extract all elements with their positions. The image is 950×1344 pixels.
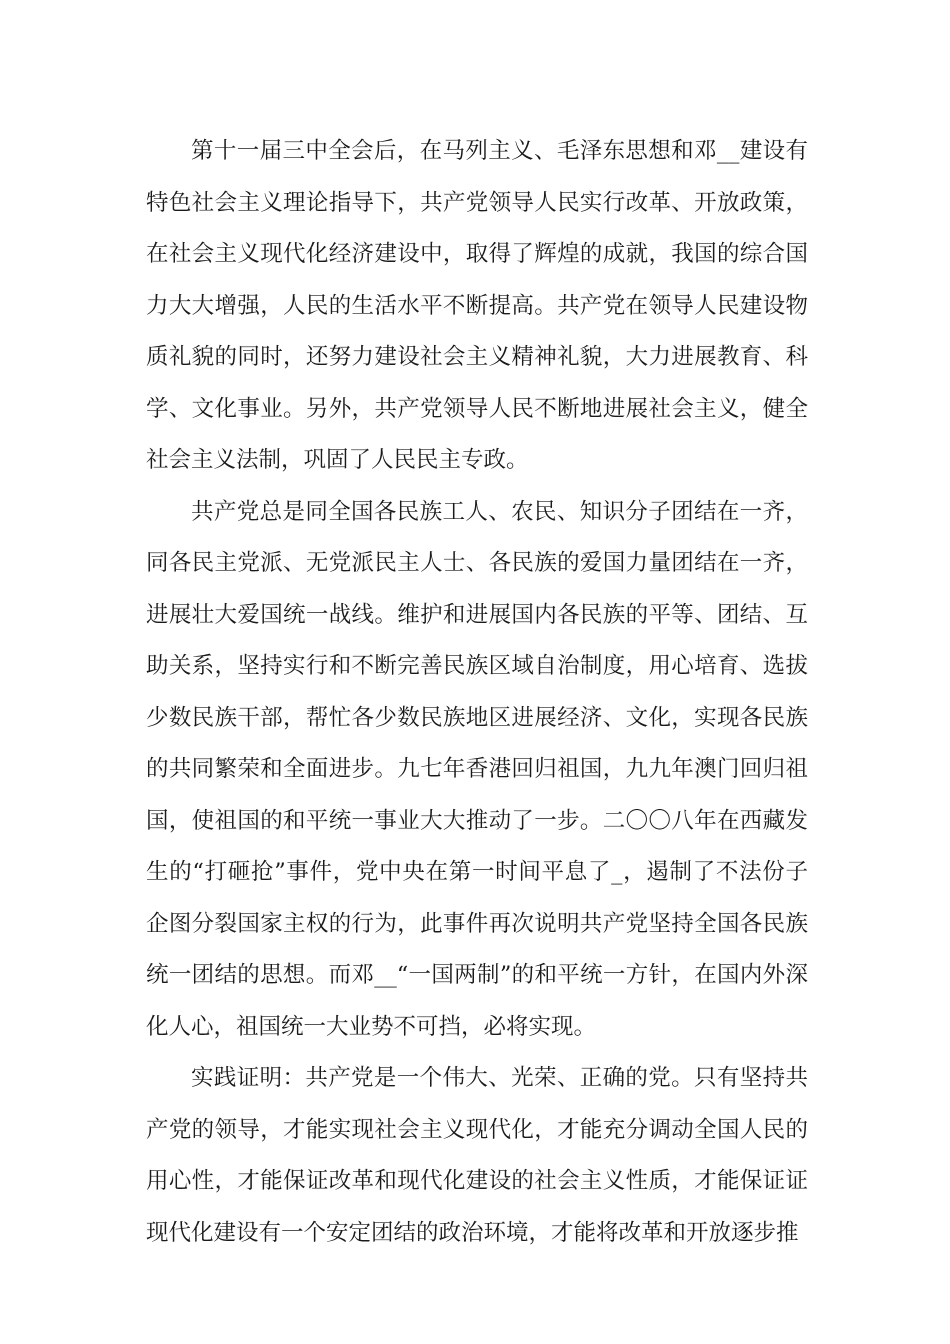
paragraph-2: 共产党总是同全国各民族工人、农民、知识分子团结在一齐，同各民主党派、无党派民主人士、各民族的爱国力量团结在一齐，进展壮大爱国统一战线。维护和进展国内各民族的平等、团结、互助关系，坚持实行和不断完善民族区域自治制度，用心培育、选拔少数民族干部，帮忙各少数民族地区进展经济、文化，实现各民族的共同繁荣和全面进步。九七年香港回归祖国，九九年澳门回归祖国，使祖国的和平统一事业大大推动了一步。二〇〇八年在西藏发生的“打砸抢”事件，党中央在第一时间平息了_，遏制了不法份子企图分裂国家主权的行为，此事件再次说明共产党坚持全国各民族统一团结的思想。而邓__“一国两制”的和平统一方针，在国内外深化人心，祖国统一大业势不可挡，必将实现。 [146, 498, 808, 1040]
document-body [146, 126, 808, 1259]
paragraph-1: 第十一届三中全会后，在马列主义、毛泽东思想和邓__建设有特色社会主义理论指导下，共产党领导人民实行改革、开放政策，在社会主义现代化经济建设中，取得了辉煌的成就，我国的综合国力大大增强，人民的生活水平不断提高。共产党在领导人民建设物质礼貌的同时，还努力建设社会主义精神礼貌，大力进展教育、科学、文化事业。另外，共产党领导人民不断地进展社会主义，健全社会主义法制，巩固了人民民主专政。 [146, 138, 808, 473]
paragraph-3: 实践证明：共产党是一个伟大、光荣、正确的党。只有坚持共产党的领导，才能实现社会主义现代化，才能充分调动全国人民的用心性，才能保证改革和现代化建设的社会主义性质，才能保证证现代化建设有一个安定团结的政治环境，才能将改革和开放逐步推 [146, 1065, 808, 1246]
